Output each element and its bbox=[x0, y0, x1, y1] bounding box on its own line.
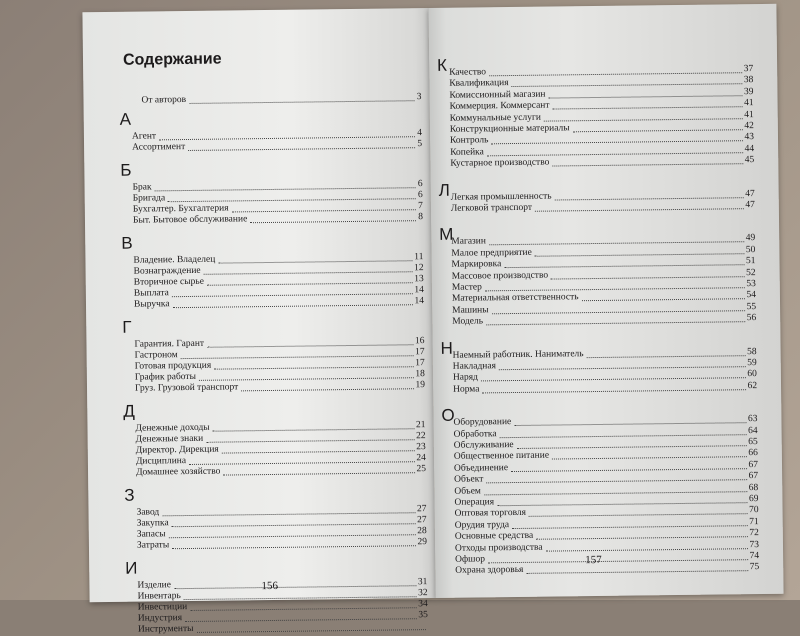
entry-page: 54 bbox=[746, 290, 756, 301]
toc-entry bbox=[455, 562, 759, 577]
entry-page: 41 bbox=[744, 98, 754, 109]
toc-entry bbox=[138, 621, 428, 636]
entry-label: Закупка bbox=[136, 518, 169, 529]
entry-label: Отходы производства bbox=[454, 542, 543, 554]
leader-dots bbox=[551, 275, 744, 279]
leader-dots bbox=[535, 207, 743, 212]
entry-label: Изделие bbox=[137, 580, 172, 591]
entry-label: Владение. Владелец bbox=[133, 254, 216, 266]
entry-label: Мастер bbox=[451, 282, 482, 293]
toc-entry bbox=[135, 380, 425, 395]
entry-label: Запасы bbox=[136, 529, 166, 540]
entry-label: Бригада bbox=[132, 193, 166, 204]
entry-page: 69 bbox=[748, 494, 759, 505]
open-book bbox=[82, 4, 783, 635]
entry-page: 23 bbox=[416, 442, 426, 453]
section-letter: З bbox=[124, 485, 135, 505]
entry-label: Общественное питание bbox=[453, 450, 550, 463]
entry-label: Массовое производство bbox=[451, 270, 549, 282]
toc-entry bbox=[132, 139, 422, 154]
entry-label: Маркировка bbox=[451, 259, 502, 270]
entry-label: Накладная bbox=[452, 361, 496, 372]
entry-label: Завод bbox=[136, 507, 160, 518]
entry-label: Машины bbox=[452, 305, 489, 316]
entry-label: Агент bbox=[131, 131, 157, 142]
entry-page: 11 bbox=[414, 252, 424, 263]
entry-page: 74 bbox=[749, 551, 760, 562]
entry-label: Обслуживание bbox=[453, 440, 514, 451]
entry-label: Качество bbox=[449, 67, 487, 78]
entry-page: 19 bbox=[415, 380, 426, 391]
entry-page: 5 bbox=[417, 139, 423, 150]
entry-label: Орудия труда bbox=[454, 519, 510, 531]
entry-label: Легкая промышленность bbox=[450, 191, 552, 203]
entry-page: 44 bbox=[744, 143, 755, 154]
entry-label: Обработка bbox=[453, 428, 497, 440]
entry-page: 73 bbox=[749, 539, 760, 550]
entry-label: Офшор bbox=[455, 554, 486, 565]
entry-page: 56 bbox=[746, 313, 757, 324]
toc-entry-intro bbox=[141, 92, 421, 106]
entry-label: Квалификация bbox=[449, 78, 509, 90]
leader-dots bbox=[548, 94, 741, 98]
entry-page: 6 bbox=[417, 179, 423, 190]
entry-page: 45 bbox=[744, 155, 755, 166]
entry-label: Объем bbox=[454, 486, 481, 497]
entry-label: Выручка bbox=[133, 299, 170, 310]
toc-entry bbox=[136, 464, 426, 479]
entry-page: 25 bbox=[416, 464, 427, 475]
section-letter: Н bbox=[440, 338, 453, 358]
entry-page: 62 bbox=[747, 380, 758, 391]
toc-entry bbox=[134, 296, 424, 311]
entry-page: 67 bbox=[748, 459, 759, 470]
entry-label: Коммерция. Коммерсант bbox=[449, 100, 550, 112]
entry-page: 27 bbox=[416, 504, 427, 515]
entry-label: Наемный работник. Наниматель bbox=[452, 348, 584, 361]
leader-dots bbox=[526, 570, 747, 575]
section-letter: Г bbox=[122, 317, 132, 337]
entry-page: 60 bbox=[747, 369, 757, 380]
leader-dots bbox=[197, 628, 426, 633]
entry-page: 63 bbox=[747, 414, 758, 425]
entry-label: Быт. Бытовое обслуживание bbox=[132, 214, 248, 226]
entry-label: Инвентарь bbox=[137, 591, 181, 602]
entry-label: Выплата bbox=[133, 288, 169, 299]
leader-dots bbox=[552, 162, 742, 166]
entry-label: Конструкционные материалы bbox=[449, 123, 570, 135]
entry-label: Гастроном bbox=[134, 350, 178, 361]
entry-page: 59 bbox=[747, 358, 757, 369]
entry-page: 58 bbox=[747, 346, 757, 357]
entry-label: Копейка bbox=[450, 147, 484, 158]
entry-label: Малое предприятие bbox=[451, 247, 532, 259]
entry-label: Груз. Грузовой транспорт bbox=[134, 382, 239, 394]
entry-label: Денежные знаки bbox=[135, 433, 204, 445]
toc-entry bbox=[452, 313, 756, 328]
entry-page: 39 bbox=[743, 86, 754, 97]
entry-label: Основные средства bbox=[454, 530, 534, 542]
entry-label: Норма bbox=[452, 384, 480, 395]
entry-label: График работы bbox=[134, 371, 197, 383]
entry-label: Магазин bbox=[451, 236, 487, 248]
page-number: 157 bbox=[585, 553, 602, 567]
entry-label: Комиссионный магазин bbox=[449, 89, 546, 101]
entry-page: 75 bbox=[749, 562, 760, 573]
leader-dots bbox=[544, 117, 742, 121]
left-page bbox=[82, 8, 435, 635]
entry-page: 47 bbox=[745, 200, 755, 211]
entry-page: 70 bbox=[748, 505, 759, 516]
leader-dots bbox=[250, 219, 416, 223]
entry-label: Оптовая торговля bbox=[454, 508, 527, 520]
toc-entry bbox=[453, 381, 757, 396]
entry-page: 17 bbox=[415, 358, 425, 369]
entry-page: 7 bbox=[418, 201, 423, 212]
entry-page: 14 bbox=[414, 285, 424, 296]
entry-label: Гарантия. Гарант bbox=[134, 338, 205, 350]
entry-label: Индустрия bbox=[137, 613, 183, 624]
entry-label: Домашнее хозяйство bbox=[135, 466, 221, 478]
leader-dots bbox=[553, 105, 743, 109]
entry-page: 65 bbox=[748, 437, 758, 448]
entry-label: Контроль bbox=[449, 135, 489, 147]
entry-label: Директор. Дирекция bbox=[135, 444, 219, 456]
entry-label: Коммунальные услуги bbox=[449, 112, 541, 124]
entry-page: 35 bbox=[418, 610, 428, 621]
entry-page: 68 bbox=[748, 482, 759, 493]
entry-page: 41 bbox=[744, 109, 754, 120]
entry-label: Модель bbox=[452, 316, 484, 327]
entry-page: 72 bbox=[749, 528, 759, 539]
right-page bbox=[428, 4, 783, 598]
entry-page: 50 bbox=[745, 244, 756, 255]
toc-entry bbox=[450, 155, 754, 170]
page-number: 156 bbox=[261, 579, 279, 593]
entry-label: Оборудование bbox=[453, 417, 512, 428]
section-letter: И bbox=[125, 558, 138, 578]
entry-page: 24 bbox=[416, 453, 426, 464]
entry-page: 55 bbox=[746, 301, 757, 312]
section-letter: Д bbox=[123, 401, 135, 421]
entry-label: Охрана здоровья bbox=[455, 565, 524, 577]
entry-page: 21 bbox=[415, 420, 426, 431]
leader-dots bbox=[173, 303, 413, 308]
entry-page: 49 bbox=[745, 233, 756, 244]
entry-page: 52 bbox=[746, 267, 756, 278]
leader-dots bbox=[223, 471, 414, 475]
entry-page: 42 bbox=[744, 121, 754, 132]
leader-dots bbox=[552, 456, 746, 460]
entry-label: Материальная ответственность bbox=[451, 292, 579, 305]
entry-label: Объект bbox=[454, 474, 484, 485]
entry-page: 16 bbox=[414, 336, 425, 347]
entry-label: Наряд bbox=[452, 372, 479, 384]
section-letter: Л bbox=[438, 180, 450, 200]
entry-label: Кустарное производство bbox=[450, 157, 550, 169]
entry-label: Готовая продукция bbox=[134, 360, 212, 372]
entry-page: 53 bbox=[746, 279, 756, 290]
entry-page: 27 bbox=[417, 515, 427, 526]
toc-title: Содержание bbox=[122, 50, 222, 69]
entry-label: Инструменты bbox=[137, 623, 194, 635]
entry-label: Инвестиции bbox=[137, 602, 188, 613]
entry-page: 64 bbox=[748, 425, 758, 436]
entry-page: 34 bbox=[418, 599, 428, 610]
entry-page: 18 bbox=[415, 369, 425, 380]
entry-page: 32 bbox=[417, 588, 428, 599]
section-letter: О bbox=[441, 405, 455, 426]
section-letter: К bbox=[436, 55, 448, 75]
entry-label: Легковой транспорт bbox=[450, 202, 533, 214]
entry-page: 4 bbox=[417, 128, 422, 139]
entry-label: Ассортимент bbox=[132, 142, 186, 153]
section-letter: М bbox=[439, 225, 454, 245]
toc-entry bbox=[137, 537, 427, 552]
toc-entry bbox=[133, 212, 423, 227]
entry-page: 66 bbox=[748, 448, 758, 459]
entry-label: Брак bbox=[132, 182, 152, 193]
entry-label: Объединение bbox=[453, 462, 509, 474]
leader-dots bbox=[555, 196, 744, 200]
entry-page: 38 bbox=[743, 75, 754, 86]
entry-label: Дисциплина bbox=[135, 456, 187, 467]
leader-dots bbox=[587, 354, 746, 358]
entry-page: 22 bbox=[416, 431, 426, 442]
entry-page: 13 bbox=[414, 274, 424, 285]
entry-label: Затраты bbox=[136, 540, 170, 551]
leader-dots bbox=[188, 146, 415, 151]
section-letter: А bbox=[119, 109, 132, 129]
entry-page: 12 bbox=[414, 263, 424, 274]
entry-label: Бухгалтер. Бухгалтерия bbox=[132, 203, 229, 215]
entry-page: 31 bbox=[417, 577, 428, 588]
section-letter: Б bbox=[120, 160, 132, 180]
leader-dots bbox=[241, 387, 413, 391]
leader-dots bbox=[486, 320, 745, 325]
entry-page: 71 bbox=[749, 516, 759, 527]
entry-page: 29 bbox=[417, 537, 427, 548]
entry-label: От авторов bbox=[141, 95, 187, 106]
leader-dots bbox=[189, 99, 415, 104]
toc-entry bbox=[451, 200, 755, 215]
entry-label: Вознаграждение bbox=[133, 265, 201, 277]
entry-page: 43 bbox=[744, 132, 755, 143]
entry-label: Денежные доходы bbox=[135, 422, 210, 434]
leader-dots bbox=[573, 128, 743, 132]
entry-page: 3 bbox=[416, 92, 422, 103]
entry-label: Вторичное сырье bbox=[133, 276, 204, 288]
entry-page: 51 bbox=[745, 256, 756, 267]
entry-page: 17 bbox=[415, 347, 425, 358]
leader-dots bbox=[172, 544, 415, 549]
entry-page: 6 bbox=[417, 190, 423, 201]
entry-page: 28 bbox=[417, 526, 427, 537]
entry-page: 8 bbox=[418, 212, 424, 223]
entry-page: 67 bbox=[748, 471, 759, 482]
section-letter: В bbox=[121, 233, 133, 253]
entry-label: Операция bbox=[454, 497, 495, 508]
entry-page: 14 bbox=[414, 296, 425, 307]
entry-page: 37 bbox=[743, 64, 754, 75]
entry-page: 47 bbox=[745, 188, 755, 199]
leader-dots bbox=[482, 388, 745, 393]
leader-dots bbox=[582, 298, 745, 302]
